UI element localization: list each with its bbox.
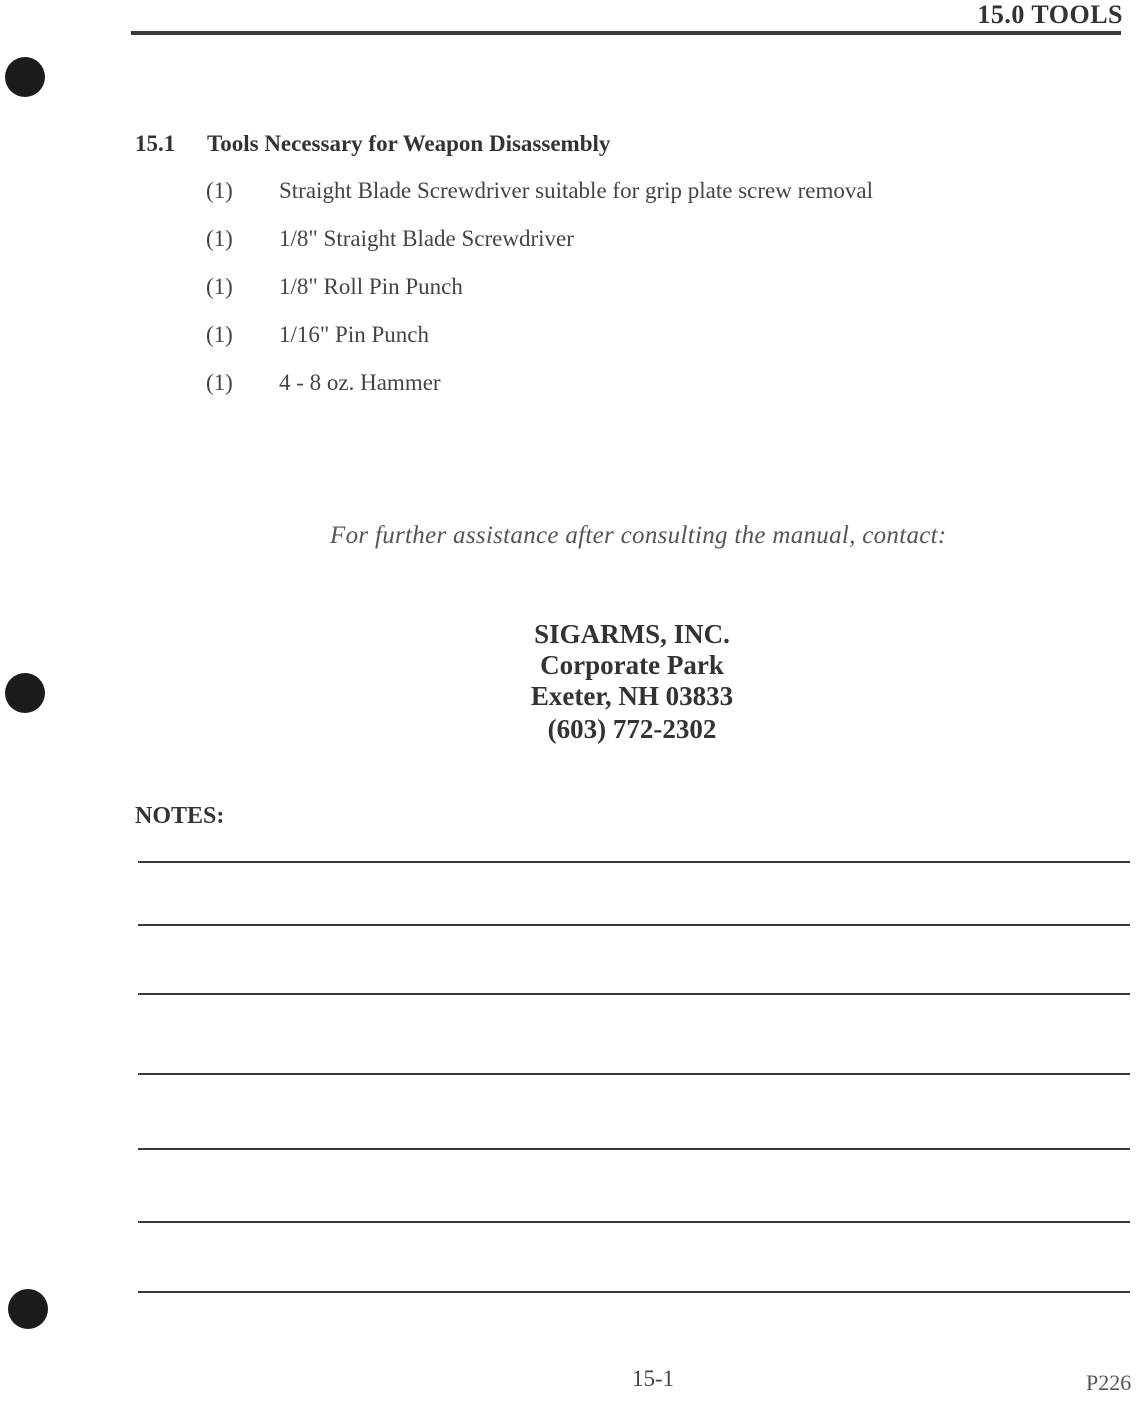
contact-address-line2: Exeter, NH 03833 — [530, 681, 734, 711]
binder-hole-bottom — [8, 1289, 48, 1329]
note-line — [138, 1221, 1130, 1223]
tool-quantity: (1) — [206, 274, 233, 299]
tool-description: 1/8" Roll Pin Punch — [279, 274, 463, 299]
note-line — [138, 1148, 1130, 1150]
note-line — [138, 924, 1130, 926]
tool-description: 1/16" Pin Punch — [279, 322, 429, 347]
tool-quantity: (1) — [206, 226, 233, 251]
tool-quantity: (1) — [206, 178, 233, 203]
page-number: 15-1 — [632, 1366, 675, 1391]
tool-description: 1/8" Straight Blade Screwdriver — [279, 226, 574, 251]
contact-company: SIGARMS, INC. — [534, 619, 730, 649]
header-rule — [131, 31, 1121, 35]
note-line — [138, 993, 1130, 995]
contact-phone: (603) 772-2302 — [547, 714, 717, 744]
tool-description: 4 - 8 oz. Hammer — [279, 370, 441, 395]
binder-hole-top — [5, 57, 45, 97]
notes-label: NOTES: — [135, 803, 225, 829]
tool-quantity: (1) — [206, 370, 233, 395]
assistance-text: For further assistance after consulting the manual, contact: — [330, 522, 947, 549]
chapter-title: 15.0 TOOLS — [977, 0, 1123, 29]
note-line — [138, 861, 1130, 863]
section-title: Tools Necessary for Weapon Disassembly — [207, 131, 611, 156]
note-line — [138, 1073, 1130, 1075]
tool-description: Straight Blade Screwdriver suitable for grip plate screw removal — [279, 178, 873, 203]
section-number: 15.1 — [135, 131, 176, 156]
contact-address-line1: Corporate Park — [540, 650, 724, 680]
binder-hole-middle — [5, 673, 45, 713]
note-line — [138, 1291, 1130, 1293]
tool-quantity: (1) — [206, 322, 233, 347]
document-code: P226 — [1086, 1370, 1132, 1395]
